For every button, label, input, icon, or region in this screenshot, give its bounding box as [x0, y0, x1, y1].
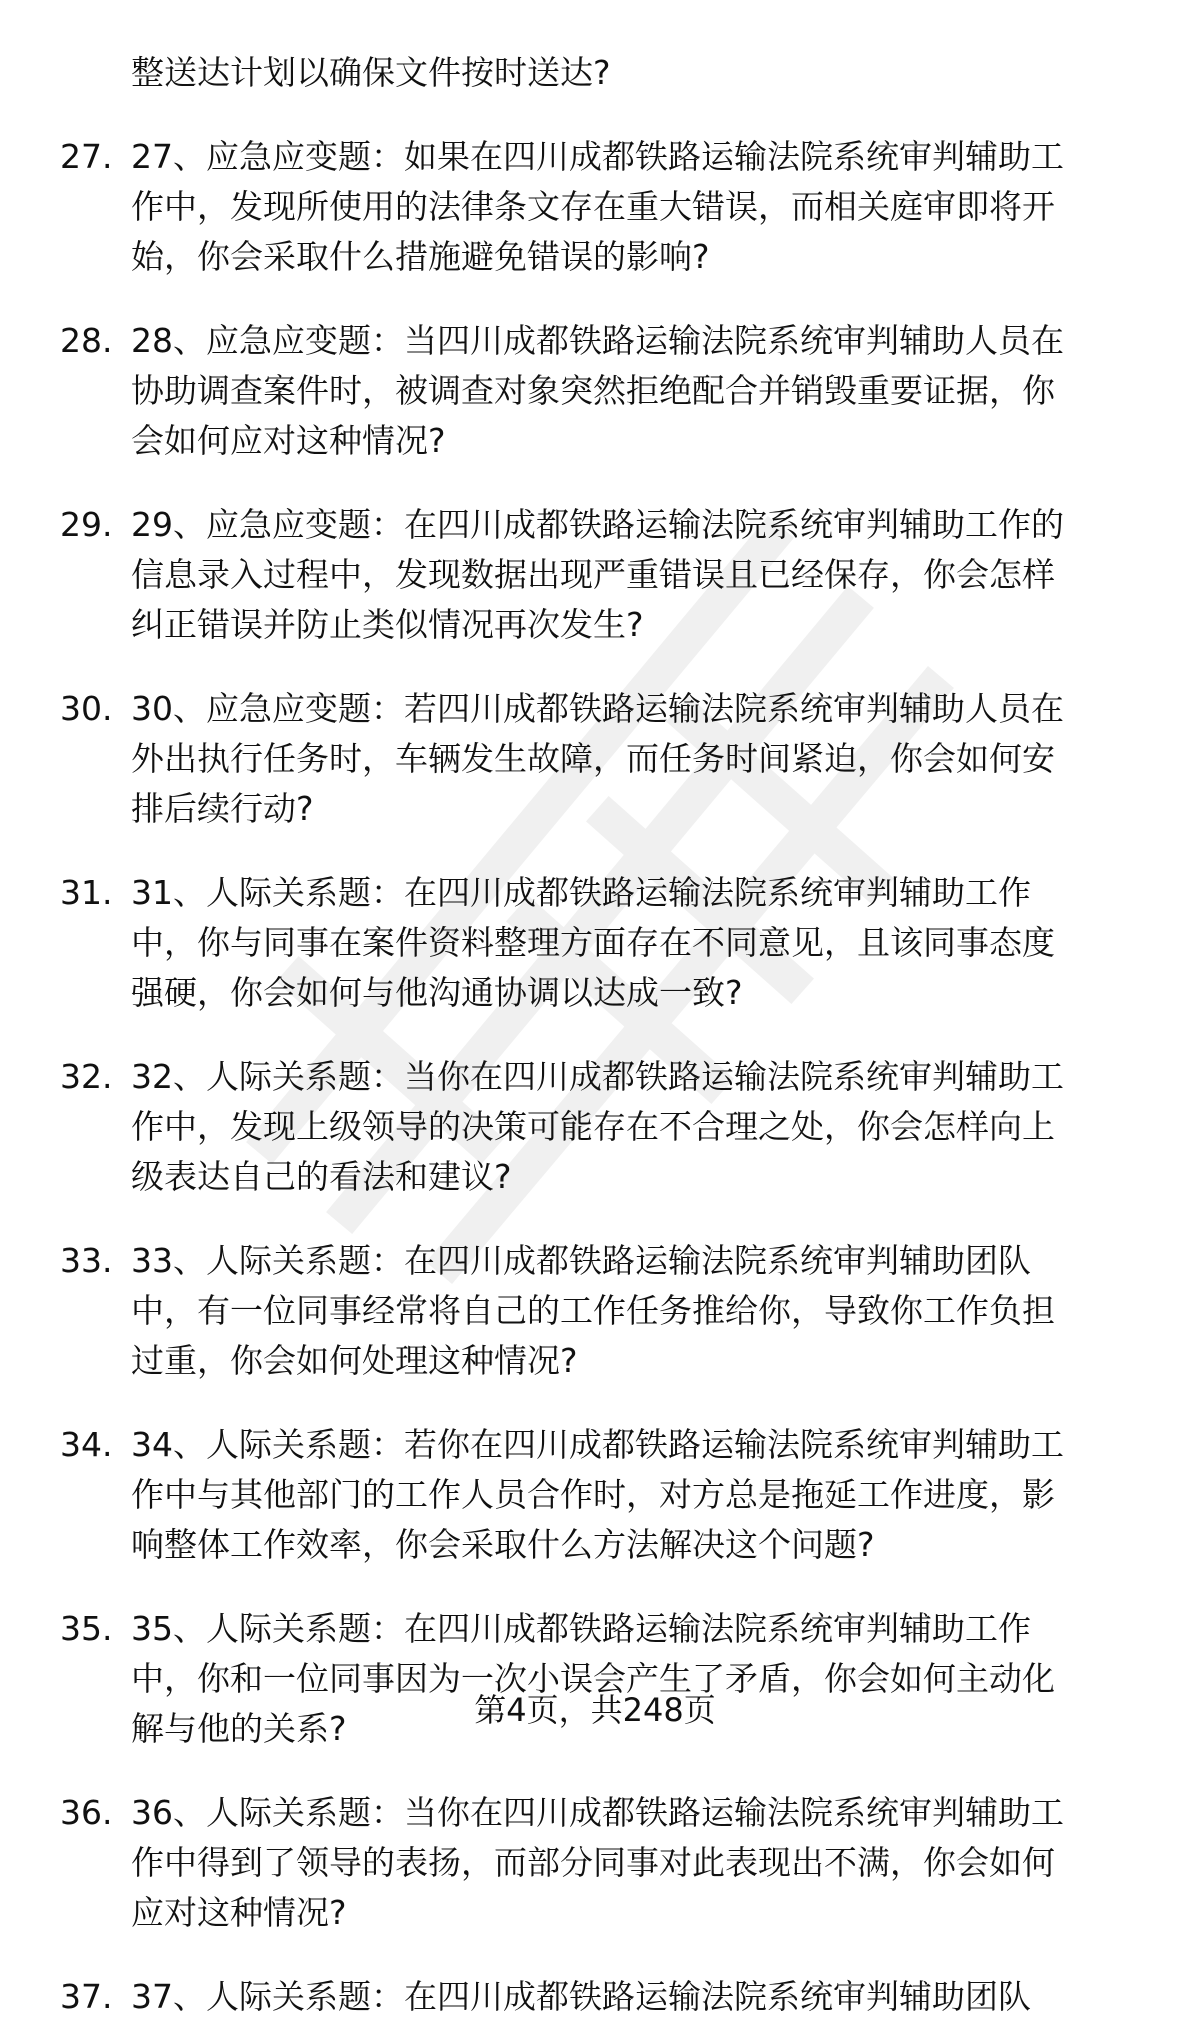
question-text-line: 28、应急应变题：当四川成都铁路运输法院系统审判辅助人员在 [131, 321, 1064, 360]
question-text-line: 作中与其他部门的工作人员合作时，对方总是拖延工作进度，影 [131, 1475, 1055, 1514]
question-text-line: 中，有一位同事经常将自己的工作任务推给你，导致你工作负担 [131, 1291, 1055, 1330]
question-item-31 [60, 868, 1160, 1018]
question-text-line: 排后续行动? [131, 789, 314, 828]
question-number: 30. [60, 689, 113, 728]
question-number: 32. [60, 1057, 113, 1096]
question-text-line: 35、人际关系题：在四川成都铁路运输法院系统审判辅助工作 [131, 1609, 1031, 1648]
question-text-line: 会如何应对这种情况? [131, 421, 446, 460]
question-text-line: 应对这种情况? [131, 1893, 347, 1932]
question-text-line: 级表达自己的看法和建议? [131, 1157, 512, 1196]
question-item-34 [60, 1420, 1160, 1570]
question-text-line: 34、人际关系题：若你在四川成都铁路运输法院系统审判辅助工 [131, 1425, 1064, 1464]
question-text-line: 解与他的关系? [131, 1709, 347, 1748]
question-text-line: 中，你和一位同事因为一次小误会产生了矛盾，你会如何主动化 [131, 1659, 1055, 1698]
page-number-footer: 第4页，共248页 [474, 1691, 716, 1729]
question-item-30 [60, 684, 1160, 834]
question-item-27 [60, 132, 1160, 282]
question-text-line: 作中，发现所使用的法律条文存在重大错误，而相关庭审即将开 [131, 187, 1055, 226]
question-number: 28. [60, 321, 113, 360]
question-item-28 [60, 316, 1160, 466]
question-item-37 [60, 1972, 1160, 2022]
question-number: 33. [60, 1241, 113, 1280]
question-text-line: 协助调查案件时，被调查对象突然拒绝配合并销毁重要证据，你 [131, 371, 1055, 410]
question-text-line: 中，你与同事在案件资料整理方面存在不同意见，且该同事态度 [131, 923, 1055, 962]
question-text-line: 36、人际关系题：当你在四川成都铁路运输法院系统审判辅助工 [131, 1793, 1064, 1832]
question-text-line: 33、人际关系题：在四川成都铁路运输法院系统审判辅助团队 [131, 1241, 1031, 1280]
question-item-29 [60, 500, 1160, 650]
question-text-line: 过重，你会如何处理这种情况? [131, 1341, 578, 1380]
question-number: 29. [60, 505, 113, 544]
question-text-line: 始，你会采取什么措施避免错误的影响? [131, 237, 710, 276]
question-text-line: 31、人际关系题：在四川成都铁路运输法院系统审判辅助工作 [131, 873, 1031, 912]
question-text-line: 27、应急应变题：如果在四川成都铁路运输法院系统审判辅助工 [131, 137, 1064, 176]
question-item-36 [60, 1788, 1160, 1938]
question-text-line: 信息录入过程中，发现数据出现严重错误且已经保存，你会怎样 [131, 555, 1055, 594]
question-text-line: 作中，发现上级领导的决策可能存在不合理之处，你会怎样向上 [131, 1107, 1055, 1146]
continued-line: 整送达计划以确保文件按时送达? [131, 53, 611, 92]
question-number: 31. [60, 873, 113, 912]
question-number: 37. [60, 1977, 113, 2016]
question-number: 27. [60, 137, 113, 176]
question-text-line: 强硬，你会如何与他沟通协调以达成一致? [131, 973, 743, 1012]
question-text-line: 响整体工作效率，你会采取什么方法解决这个问题? [131, 1525, 875, 1564]
question-item-33 [60, 1236, 1160, 1386]
question-number: 35. [60, 1609, 113, 1648]
question-text-line: 37、人际关系题：在四川成都铁路运输法院系统审判辅助团队 [131, 1977, 1031, 2016]
question-text-line: 纠正错误并防止类似情况再次发生? [131, 605, 644, 644]
question-text-line: 外出执行任务时，车辆发生故障，而任务时间紧迫，你会如何安 [131, 739, 1055, 778]
question-number: 36. [60, 1793, 113, 1832]
question-number: 34. [60, 1425, 113, 1464]
question-text-line: 32、人际关系题：当你在四川成都铁路运输法院系统审判辅助工 [131, 1057, 1064, 1096]
question-text-line: 30、应急应变题：若四川成都铁路运输法院系统审判辅助人员在 [131, 689, 1064, 728]
question-text-line: 作中得到了领导的表扬，而部分同事对此表现出不满，你会如何 [131, 1843, 1055, 1882]
question-text-line: 29、应急应变题：在四川成都铁路运输法院系统审判辅助工作的 [131, 505, 1064, 544]
question-item-32 [60, 1052, 1160, 1202]
